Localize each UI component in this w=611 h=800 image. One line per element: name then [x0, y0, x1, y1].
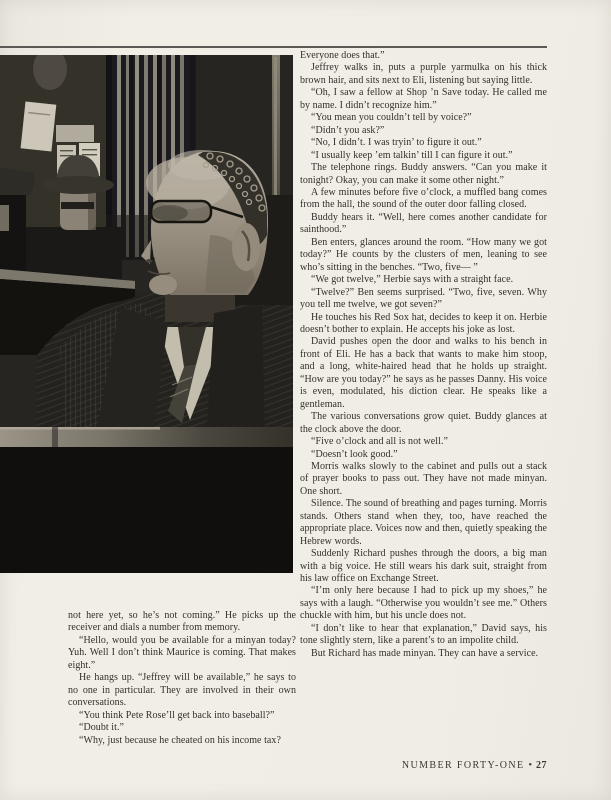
footer-journal-title: NUMBER FORTY-ONE — [401, 760, 525, 771]
paragraph: “Doesn’t look good.” — [311, 448, 398, 460]
paragraph: He touches his Red Sox hat, decides to keep it on. Herbie doesn’t bother to explain. He accepts his joke as lost. — [300, 311, 547, 335]
paragraph: Ben enters, glances around the room. “How many we got today?” He counts by the clusters of men, leaning to see who’s sitting in the benches. “Two, five— ” — [300, 236, 547, 273]
paragraph: Morris walks slowly to the cabinet and pulls out a stack of prayer books to pass out. They have not made minyan. One short. — [300, 460, 547, 497]
paragraph: “No, I didn’t. I was tryin’ to figure it out.” — [311, 137, 482, 149]
footer-page-number: 27 — [536, 760, 547, 771]
paragraph: “I usually keep ’em talkin’ till I can figure it out.” — [311, 149, 513, 161]
paragraph: “Hello, would you be available for a minyan today? Yuh. Well I don’t think Maurice is coming. That makes eight.” — [68, 634, 296, 671]
paragraph: Jeffrey walks in, puts a purple yarmulka on his thick brown hair, and sits next to Eli, listening but saying little. — [300, 62, 547, 86]
paragraph: A few minutes before five o’clock, a muffled bang comes from the hall, the sound of the outer door falling closed. — [300, 186, 547, 211]
paragraph: But Richard has made minyan. They can have a service. — [311, 647, 539, 659]
top-rule — [0, 46, 547, 48]
footer-bullet: • — [528, 760, 532, 771]
paragraph: The telephone rings. Buddy answers. “Can you make it tonight? Okay, you can make it some other night.” — [300, 162, 547, 186]
right-text-column — [300, 50, 547, 660]
paragraph: Silence. The sound of breathing and pages turning. Morris stands. Others stand when they, too, have reached the appropriate place. Voices now and then, quietly speaking the Hebrew words. — [300, 498, 547, 547]
pew-rail-front — [0, 427, 293, 447]
paragraph: Suddenly Richard pushes through the doors, a big man with a big voice. He still wears his dark suit, straight from his law office on Exchange Street. — [300, 548, 547, 585]
paragraph: “Didn’t you ask?” — [311, 124, 385, 136]
paragraph: “Oh, I saw a fellow at Shop ’n Save today. He called me by name. I didn’t recognize him.” — [300, 87, 547, 111]
paragraph: “Five o’clock and all is not well.” — [311, 436, 448, 448]
pew-front-dark — [0, 447, 293, 573]
paragraph: “I don’t like to hear that explanation,” David says, his tone slightly stern, like a parent’s to an impolite child. — [300, 622, 547, 647]
paragraph: David pushes open the door and walks to his bench in front of Eli. He has a back that wants to make him stoop, and a long, white-haired head that he holds up straight. “How are you today?” he says as he passes Danny. His voice is even, modulated, his diction clear. He speaks like a gentleman. — [300, 336, 547, 410]
paragraph: “Why, just because he cheated on his income tax? — [79, 734, 281, 746]
paragraph: “Twelve?” Ben seems surprised. “Two, five, seven. Why you tell me twelve, we got seven?” — [300, 286, 547, 311]
paragraph: He hangs up. “Jeffrey will be available,” he says to no one in particular. They are involved in their own conversations. — [68, 672, 296, 709]
paragraph: not here yet, so he’s not coming.” He picks up the receiver and dials a number from memory. — [68, 610, 296, 634]
synagogue-photo — [0, 55, 293, 573]
paragraph: “Doubt it.” — [79, 722, 124, 734]
paragraph: “You mean you couldn’t tell by voice?” — [311, 112, 472, 124]
paragraph: “I’m only here because I had to pick up my shoes,” he says with a laugh. “Otherwise you wouldn’t see me.” Others chuckle with him, but his uncle does not. — [300, 585, 547, 622]
paragraph: The various conversations grow quiet. Buddy glances at the clock above the door. — [300, 411, 547, 435]
paragraph: “We got twelve,” Herbie says with a straight face. — [311, 274, 514, 286]
paragraph: “You think Pete Rose’ll get back into baseball?” — [79, 709, 275, 721]
paragraph: Everyone does that.” — [300, 50, 385, 61]
page-footer — [402, 760, 547, 771]
ear — [232, 223, 260, 271]
paragraph: Buddy hears it. “Well, here comes another candidate for sainthood.” — [300, 211, 547, 236]
left-text-column — [68, 610, 296, 747]
